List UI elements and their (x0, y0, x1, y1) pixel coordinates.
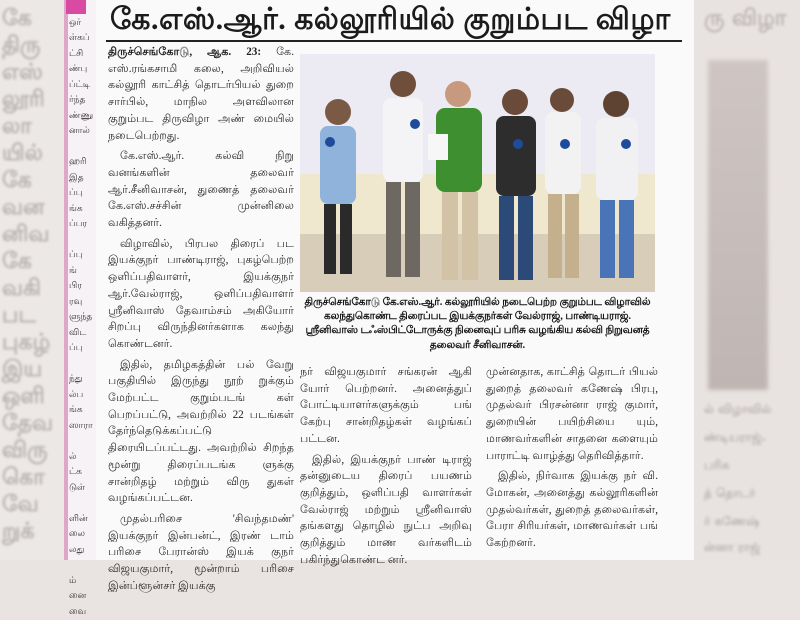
blurred-ghost-text: திரு (2, 33, 40, 61)
blurred-ghost-text: றுக் (2, 519, 34, 547)
adjacent-page-left-blurred (0, 0, 66, 560)
blurred-ghost-text: புகழ் (2, 330, 50, 358)
blurred-ghost-text: தேவ (2, 411, 53, 439)
clipped-text-fragment (66, 233, 96, 249)
clipped-text-fragment: பிர (66, 279, 96, 295)
blurred-ghost-text: ரு விழா (704, 6, 786, 34)
clipped-text-fragment: ட்சி (66, 47, 96, 63)
clipped-text-fragment: னால் (66, 124, 96, 140)
paragraph-4: இதில், தமிழகத்தின் பல் வேறு பகுதியில் இருந்து நூற் றுக்கும் மேற்பட்ட குறும்படங் கள் பெறப்பட்டு, அவற்றில் 22 படங்கள் தேர்ந்தெடுக்கப்பட்டு திரையிடப்பட்டது. அவற்றில் சிறந்த மூன்று திரைப்படங்க ளுக்கு சான்றிதழ் மற்றும் விரு துகள் வழங்கப்பட்டன. (108, 357, 294, 507)
photo-caption: திருச்செங்கோடு கே.எஸ்.ஆர். கல்லூரியில் நடைபெற்ற குறும்பட விழாவில் கலந்துகொண்ட திரைப்பட இயக்குநர்கள் வேல்ராஜ், பாண்டியராஜ். ஸ்ரீனிவாஸ் டஃஸ்பிட்டோருக்கு நினைவுப் பரிசு வழங்கிய கல்வி நிறுவனத் தலைவர் சீனிவாசன். (300, 296, 655, 353)
paragraph-1: திருச்செங்கோடு, ஆக. 23: கே. எஸ்.ரங்கசாமி கலை, அறிவியல் கல்லூரி காட்சித் தொடர்பியல் துறை சார்பில், மாநில அளவிலான குறும்பட திருவிழா அண் மையில் நடைபெற்றது. (108, 44, 294, 144)
clipped-text-fragment (66, 357, 96, 373)
clipped-text-fragment: டுள் (66, 481, 96, 497)
blurred-ghost-text: கே (2, 168, 32, 196)
clipped-text-fragment: ண்ணு (66, 109, 96, 125)
blurred-ghost-text: விரு (2, 438, 47, 466)
clipped-text-fragment: ப்ட்டி (66, 78, 96, 94)
blurred-ghost-text: கொ (2, 465, 45, 493)
blurred-ghost-text: லூரி (2, 87, 45, 115)
blurred-ghost-text: வன (2, 195, 44, 223)
paragraph-9: இதில், நிர்வாக இயக்கு நர் வி. மோகன், அனைத்து கல்லூரிகளின் முதல்வர்கள், துறைத் தலைவர்கள், பேரா சிரியர்கள், மாணவர்கள் பங் கேற்றனர். (486, 468, 658, 552)
blurred-ghost-text: இய (2, 357, 42, 385)
clipped-text-fragment (66, 558, 96, 574)
article-column-1 (108, 44, 294, 599)
clipped-text-fragment: ங்க (66, 403, 96, 419)
blurred-ghost-text: ன்னா ராஜ் (704, 540, 760, 556)
clipped-text-fragment: ர்ந்த (66, 93, 96, 109)
clipped-text-fragment: ப்பு (66, 248, 96, 264)
clipped-text-fragment: ள்கப் (66, 31, 96, 47)
clipped-text-fragment: ண்பு (66, 62, 96, 78)
group-photo-illustration (300, 54, 655, 292)
clipped-text-fragment (66, 496, 96, 512)
clipped-text-fragment: ல் (66, 450, 96, 466)
clipped-text-fragment: லது (66, 543, 96, 559)
article-column-2 (300, 364, 472, 572)
blurred-ghost-text: பட (2, 303, 36, 331)
paragraph-5: முதல்பரிசை 'சிவந்தமண்' இயக்குநர் இன்பன்ட், இரண் டாம் பரிசை பேரான்ஸ் இயக் குநர் விஜயகுமார், மூன்றாம் பரிசை இன்ப்ளூன்சர் இயக்கு (108, 511, 294, 595)
clipped-text-fragment: விட (66, 326, 96, 342)
clipped-text-fragment: ளுந்த (66, 310, 96, 326)
blurred-photo-right (708, 60, 768, 390)
clipped-text-fragment: ப்பு (66, 186, 96, 202)
clipped-text-fragment: ங் (66, 264, 96, 280)
clipped-text-fragment: ளின் (66, 512, 96, 528)
pink-corner-marker (66, 0, 86, 14)
clipped-text-fragment: ங்க (66, 202, 96, 218)
newspaper-article (96, 0, 694, 560)
blurred-ghost-text: த் தொடர் (704, 486, 755, 502)
blurred-ghost-text: ர் கணேஷ் (704, 514, 759, 530)
blurred-ghost-text: ஒளி (2, 384, 45, 412)
pink-margin-bar (64, 0, 68, 560)
clipped-text-fragment: ந்து (66, 372, 96, 388)
clipped-text-fragment: ப்பர (66, 217, 96, 233)
blurred-ghost-text: ல் விழாவில் (704, 402, 771, 418)
paragraph-7: இதில், இயக்குநர் பாண் டிராஜ் தன்னுடைய திரைப் பயணம் குறித்தும், ஒளிப்பதி வாளர்கள் வேல்ராஜ் மற்றும் ஸ்ரீனிவாஸ் தங்களது தொழில் நுட்ப அறிவு குறித்தும் மாண வர்களிடம் பகிர்ந்துகொண்ட னர். (300, 452, 472, 569)
clipped-text-fragment (66, 434, 96, 450)
clipped-text-fragment (66, 140, 96, 156)
blurred-ghost-text: வகி (2, 276, 41, 304)
blurred-ghost-text: கே (2, 249, 32, 277)
clipped-text-fragment: லை (66, 527, 96, 543)
blurred-ghost-text: னிவ (2, 222, 49, 250)
clipped-text-fragment: ஹரி (66, 155, 96, 171)
clipped-text-fragment: னை (66, 589, 96, 605)
clipped-text-fragment: ஒர் (66, 16, 96, 32)
blurred-ghost-text: பரிசு (704, 458, 729, 474)
adjacent-page-right-blurred (694, 0, 800, 560)
blurred-ghost-text: கே (2, 6, 32, 34)
clipped-text-fragment: ப்பு (66, 341, 96, 357)
clipped-text-fragment: ல்ப (66, 388, 96, 404)
blurred-ghost-text: லா (2, 114, 32, 142)
blurred-ghost-text: எஸ் (2, 60, 43, 88)
left-clipped-column (66, 0, 97, 560)
paragraph-8: முன்னதாக, காட்சித் தொடர் பியல் துறைத் தலைவர் கணேஷ் பிரபு, முதல்வர் பிரசன்னா ராஜ் குமார், துறையின் பயிற்சியை யும், மாணவர்களின் சாதனை களையும் பாராட்டி வாழ்த்து தெரிவித்தார். (486, 364, 658, 464)
blurred-ghost-text: ண்டியராஜ். (704, 430, 766, 446)
article-headline: கே.எஸ்.ஆர். கல்லூரியில் குறும்பட விழா (110, 3, 671, 41)
paragraph-6: நர் விஜயகுமார் சங்கரன் ஆகி யோர் பெற்றனர். அனைத்துப் போட்டியாளர்களுக்கும் பங் கேற்பு சான்றிதழ்கள் வழங்கப் பட்டன. (300, 364, 472, 448)
paragraph-3: விழாவில், பிரபல திரைப் பட இயக்குநர் பாண்டிராஜ், புகழ்பெற்ற ஒளிப்பதிவாளர், இயக்குநர் ஆர்.வேல்ராஜ், ஒளிப்பதிவாளர் ஸ்ரீனிவாஸ் தேவாம்சம் அகியோர் சிறப்பு விருந்தினர்களாக கலந்து கொண்டனர். (108, 236, 294, 353)
clipped-text-fragment: வை (66, 605, 96, 620)
clipped-text-fragment: ஸாரா (66, 419, 96, 435)
paragraph-2: கே.எஸ்.ஆர். கல்வி நிறு வனங்களின் தலைவர் ஆர்.சீனிவாசன், துணைத் தலைவர் கே.எஸ்.சச்சின் முன்னிலை வகித்தனர். (108, 148, 294, 232)
clipped-text-fragment: ரவு (66, 295, 96, 311)
clipped-text-fragment: ம் (66, 574, 96, 590)
blurred-ghost-text: யில் (2, 141, 43, 169)
clipped-text-fragment: இத (66, 171, 96, 187)
article-column-3 (486, 364, 658, 556)
blurred-ghost-text: வே (2, 492, 39, 520)
dateline: திருச்செங்கோடு, ஆக. 23: (108, 46, 261, 58)
clipped-text-fragment: ட்க (66, 465, 96, 481)
event-group-photo (300, 54, 655, 292)
